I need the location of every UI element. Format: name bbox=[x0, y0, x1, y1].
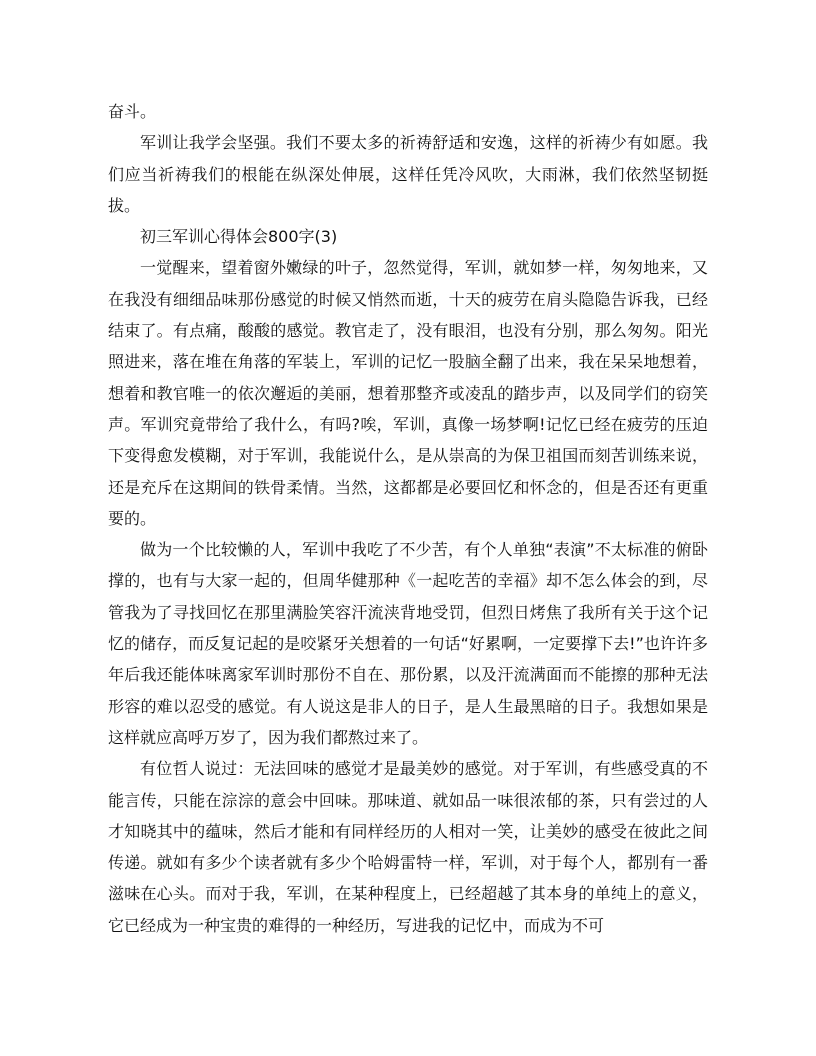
paragraph-fendou: 奋斗。 bbox=[108, 102, 157, 121]
paragraph-jianqiang: 军训让我学会坚强。我们不要太多的祈祷舒适和安逸，这样的祈祷少有如愿。我们应当祈祷我们的根能在纵深处伸展，这样任凭冷风吹，大雨淋，我们依然坚韧挺拔。 bbox=[108, 133, 708, 215]
paragraph-hardship: 做为一个比较懒的人，军训中我吃了不少苦，有个人单独“表演”不太标准的俯卧撑的，也有与大家一起的，但周华健那种《一起吃苦的幸福》却不怎么体会的到，尽管我为了寻找回忆在那里满脸笑容汗流浃背地受罚，但烈日烤焦了我所有关于这个记忆的储存，而反复记起的是咬紧牙关想着的一句话“好累啊，一定要撑下去!”也许许多年后我还能体味离家军训时那份不自在、那份累，以及汗流满面而不能擦的那种无法形容的难以忍受的感觉。有人说这是非人的日子，是人生最黑暗的日子。我想如果是这样就应高呼万岁了，因为我们都熬过来了。 bbox=[108, 540, 708, 747]
paragraph-dream: 一觉醒来，望着窗外嫩绿的叶子，忽然觉得，军训，就如梦一样，匆匆地来，又在我没有细细品味那份感觉的时候又悄然而逝，十天的疲劳在肩头隐隐告诉我，已经结束了。有点痛，酸酸的感觉。教官走了，没有眼泪，也没有分别，那么匆匆。阳光照进来，落在堆在角落的军装上，军训的记忆一股脑全翻了出来，我在呆呆地想着，想着和教官唯一的依次邂逅的美丽，想着那整齐或凌乱的踏步声，以及同学们的窃笑声。军训究竟带给了我什么，有吗?唉，军训，真像一场梦啊!记忆已经在疲劳的压迫下变得愈发模糊，对于军训，我能说什么，是从崇高的为保卫祖国而刻苦训练来说，还是充斥在这期间的铁骨柔情。当然，这都都是必要回忆和怀念的，但是否还有更重要的。 bbox=[108, 258, 708, 528]
document-body bbox=[108, 96, 708, 941]
paragraph-philosopher: 有位哲人说过：无法回味的感觉才是最美妙的感觉。对于军训，有些感受真的不能言传，只能在淙淙的意会中回味。那味道、就如品一味很浓郁的茶，只有尝过的人才知晓其中的蕴味，然后才能和有同样经历的人相对一笑，让美妙的感受在彼此之间传递。就如有多少个读者就有多少个哈姆雷特一样，军训，对于每个人，都别有一番滋味在心头。而对于我，军训，在某种程度上，已经超越了其本身的单纯上的意义，它已经成为一种宝贵的难得的一种经历，写进我的记忆中，而成为不可 bbox=[108, 759, 708, 935]
section-heading: 初三军训心得体会800字(3) bbox=[140, 227, 338, 247]
